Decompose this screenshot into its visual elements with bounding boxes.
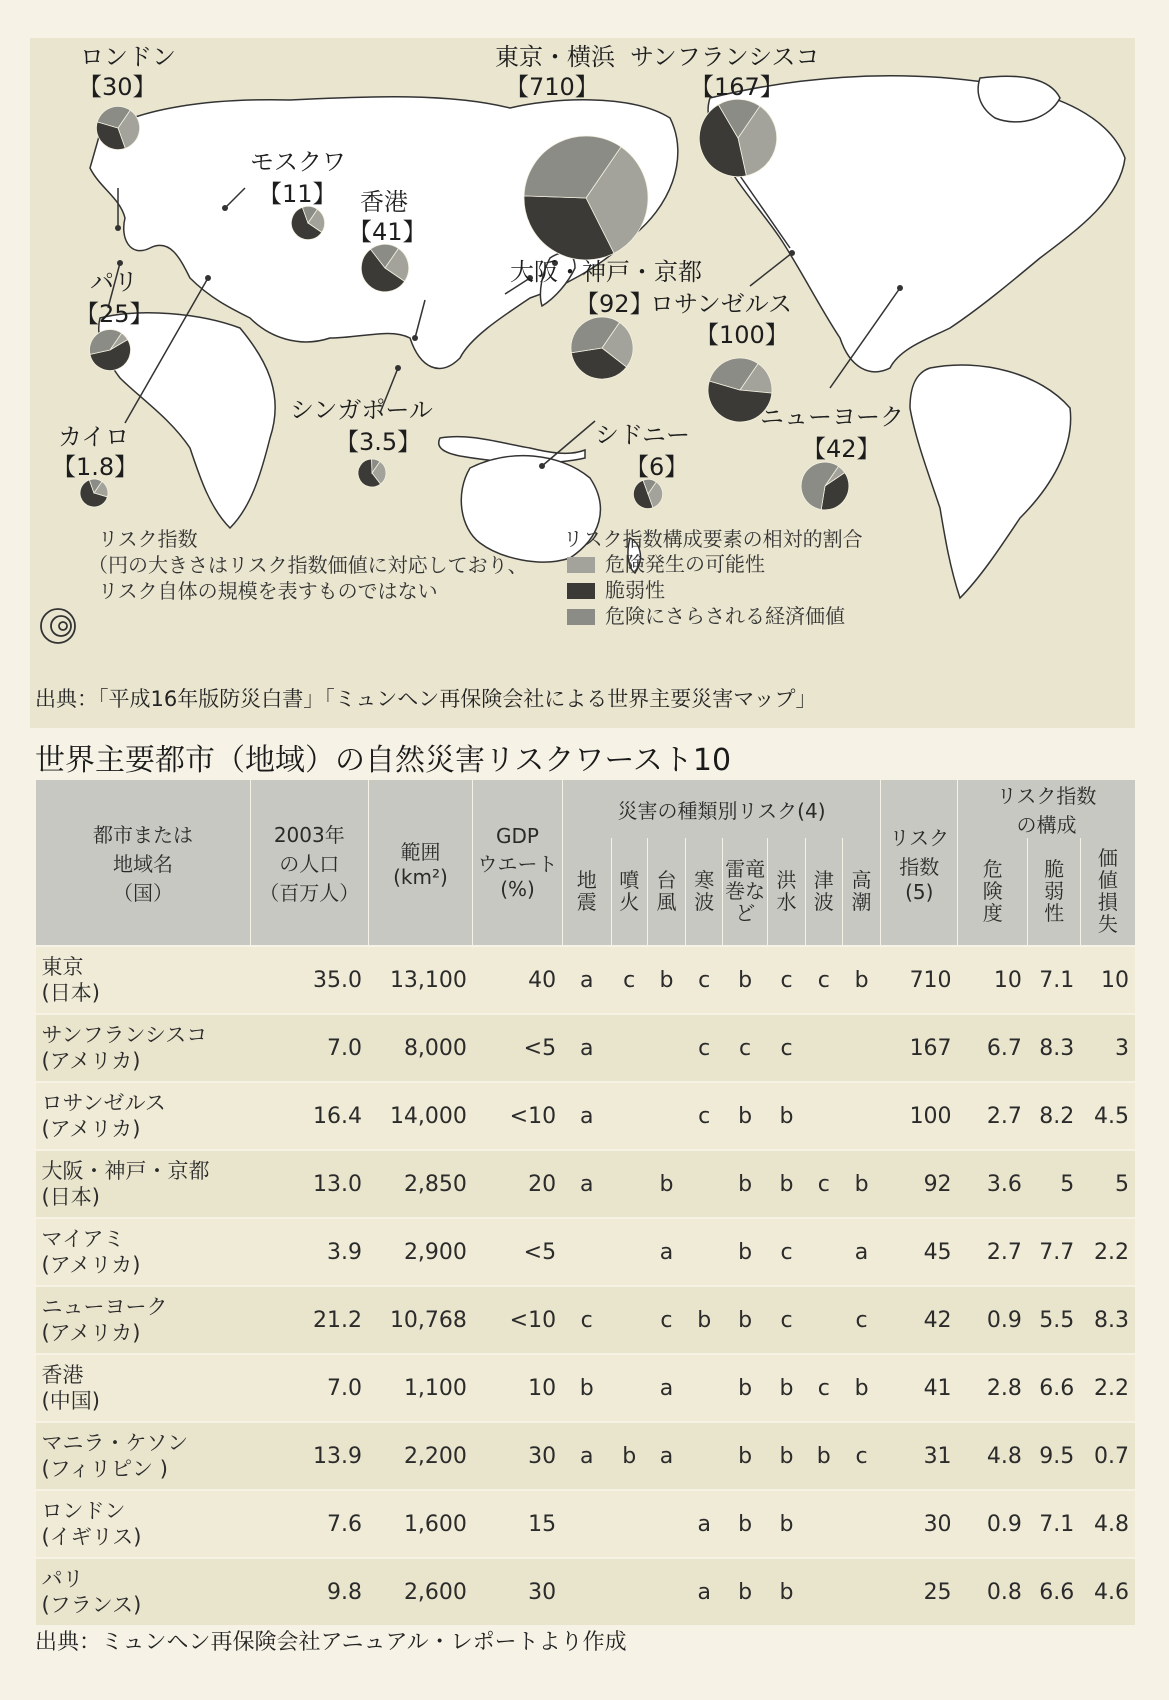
cell-area: 1,100 bbox=[368, 1354, 473, 1422]
header-hazard-typhoon: 台風 bbox=[647, 838, 686, 946]
cell-hazard-grade bbox=[611, 1286, 647, 1354]
cell-hazard-grade bbox=[562, 1558, 611, 1625]
cell-hazard-grade: b bbox=[723, 1558, 768, 1625]
cell-hazard-grade bbox=[611, 1218, 647, 1286]
label-ny-index: 【42】 bbox=[802, 435, 881, 463]
cell-gdp: <10 bbox=[473, 1082, 562, 1150]
leader-la bbox=[750, 253, 792, 286]
dot-paris bbox=[117, 260, 123, 266]
cell-hazard-grade: c bbox=[842, 1286, 881, 1354]
risk-map bbox=[30, 38, 1135, 728]
cell-population: 7.0 bbox=[251, 1014, 368, 1082]
cell-hazard-grade bbox=[562, 1218, 611, 1286]
cell-gdp: <5 bbox=[473, 1218, 562, 1286]
legend-label-exposure: 危険にさらされる経済価値 bbox=[605, 604, 845, 628]
header-area: 範囲 (km²) bbox=[368, 780, 473, 946]
dot-sydney bbox=[539, 463, 545, 469]
cell-hazard-grade: b bbox=[723, 1218, 768, 1286]
city-name: ロサンゼルス bbox=[41, 1091, 166, 1115]
cell-hazard-grade: b bbox=[768, 1082, 806, 1150]
label-hongkong-index: 【41】 bbox=[348, 218, 427, 246]
land-south-america bbox=[910, 365, 1071, 598]
header-hazard-earthquake: 地震 bbox=[562, 838, 611, 946]
table-source-note: 出典：ミュンヘン再保険会社アニュアル・レポートより作成 bbox=[35, 1630, 627, 1655]
cell-city bbox=[36, 1082, 251, 1150]
header-hazard-coldwave: 寒波 bbox=[686, 838, 723, 946]
cell-gdp: 30 bbox=[473, 1558, 562, 1625]
cell-city bbox=[36, 1558, 251, 1625]
cell-hazard-grade bbox=[647, 1082, 686, 1150]
cell-hazard-grade bbox=[842, 1082, 881, 1150]
cell-gdp: 15 bbox=[473, 1490, 562, 1558]
legend-label-hazard: 危険発生の可能性 bbox=[605, 552, 765, 576]
city-name: マニラ・ケソン bbox=[41, 1431, 189, 1455]
cell-population: 13.9 bbox=[251, 1422, 368, 1490]
cell-hazard-grade bbox=[686, 1422, 723, 1490]
cell-hazard-grade bbox=[686, 1150, 723, 1218]
cell-hazard-grade bbox=[562, 1490, 611, 1558]
cell-comp-hazard: 6.7 bbox=[958, 1014, 1028, 1082]
label-moscow-index: 【11】 bbox=[258, 180, 337, 208]
cell-hazard-grade bbox=[647, 1014, 686, 1082]
header-city: 都市または 地域名 （国） bbox=[36, 780, 251, 946]
cell-hazard-grade bbox=[686, 1354, 723, 1422]
city-country: (アメリカ) bbox=[41, 1253, 141, 1277]
city-name: 東京 bbox=[41, 955, 84, 979]
table-row bbox=[36, 1218, 1136, 1286]
city-name: サンフランシスコ bbox=[41, 1023, 208, 1047]
cell-hazard-grade: b bbox=[562, 1354, 611, 1422]
cell-hazard-grade: a bbox=[842, 1218, 881, 1286]
cell-hazard-grade bbox=[647, 1490, 686, 1558]
dot-cairo bbox=[205, 275, 211, 281]
cell-hazard-grade bbox=[842, 1014, 881, 1082]
cell-hazard-grade: c bbox=[686, 1014, 723, 1082]
cell-comp-hazard: 2.7 bbox=[958, 1082, 1028, 1150]
cell-comp-value: 5 bbox=[1080, 1150, 1135, 1218]
cell-city bbox=[36, 1014, 251, 1082]
table-row bbox=[36, 1082, 1136, 1150]
city-country: (アメリカ) bbox=[41, 1049, 141, 1073]
cell-hazard-grade: a bbox=[686, 1490, 723, 1558]
table-row bbox=[36, 1558, 1136, 1625]
cell-city bbox=[36, 946, 251, 1014]
cell-hazard-grade: c bbox=[842, 1422, 881, 1490]
cell-hazard-grade: b bbox=[768, 1558, 806, 1625]
legend-swatch-hazard bbox=[567, 557, 595, 573]
cell-hazard-grade: b bbox=[768, 1150, 806, 1218]
legend-swatch-vulnerability bbox=[567, 583, 595, 599]
city-name: マイアミ bbox=[41, 1227, 125, 1251]
cell-hazard-grade: b bbox=[768, 1422, 806, 1490]
cell-gdp: 30 bbox=[473, 1422, 562, 1490]
cell-risk-index: 100 bbox=[881, 1082, 958, 1150]
cell-hazard-grade bbox=[805, 1286, 842, 1354]
cell-comp-value: 2.2 bbox=[1080, 1218, 1135, 1286]
cell-area: 1,600 bbox=[368, 1490, 473, 1558]
cell-comp-vulnerability: 6.6 bbox=[1028, 1558, 1080, 1625]
cell-population: 13.0 bbox=[251, 1150, 368, 1218]
label-cairo-name: カイロ bbox=[58, 423, 130, 451]
city-country: (中国) bbox=[41, 1389, 100, 1413]
header-population: 2003年 の人口 （百万人） bbox=[251, 780, 368, 946]
table-row bbox=[36, 1490, 1136, 1558]
label-hongkong-name: 香港 bbox=[360, 188, 408, 216]
label-singapore-name: シンガポール bbox=[290, 396, 433, 424]
city-country: (アメリカ) bbox=[41, 1117, 141, 1141]
cell-comp-hazard: 0.9 bbox=[958, 1490, 1028, 1558]
cell-hazard-grade: a bbox=[562, 946, 611, 1014]
city-name: ロンドン bbox=[41, 1499, 126, 1523]
cell-gdp: <10 bbox=[473, 1286, 562, 1354]
cell-hazard-grade: c bbox=[686, 1082, 723, 1150]
cell-population: 7.0 bbox=[251, 1354, 368, 1422]
cell-hazard-grade bbox=[842, 1558, 881, 1625]
cell-hazard-grade bbox=[805, 1082, 842, 1150]
header-risk-index: リスク 指数 (5) bbox=[881, 780, 958, 946]
cell-hazard-grade bbox=[805, 1218, 842, 1286]
cell-area: 13,100 bbox=[368, 946, 473, 1014]
cell-gdp: 40 bbox=[473, 946, 562, 1014]
cell-population: 9.8 bbox=[251, 1558, 368, 1625]
legend-swatch-exposure bbox=[567, 609, 595, 625]
header-hazard-flood: 洪水 bbox=[768, 838, 806, 946]
cell-city bbox=[36, 1354, 251, 1422]
cell-city bbox=[36, 1490, 251, 1558]
cell-population: 3.9 bbox=[251, 1218, 368, 1286]
cell-hazard-grade bbox=[611, 1014, 647, 1082]
cell-hazard-grade: b bbox=[842, 946, 881, 1014]
cell-hazard-grade: a bbox=[562, 1014, 611, 1082]
header-gdp: GDP ウエート (%) bbox=[473, 780, 562, 946]
cell-hazard-grade: b bbox=[723, 1286, 768, 1354]
header-hazard-volcano: 噴火 bbox=[611, 838, 647, 946]
cell-area: 2,900 bbox=[368, 1218, 473, 1286]
cell-hazard-grade: b bbox=[723, 1150, 768, 1218]
risk-table bbox=[35, 780, 1135, 1625]
cell-hazard-grade: b bbox=[723, 946, 768, 1014]
label-london-name: ロンドン bbox=[80, 43, 176, 71]
cell-area: 2,600 bbox=[368, 1558, 473, 1625]
cell-hazard-grade: a bbox=[562, 1150, 611, 1218]
header-composition-group: リスク指数 の構成 bbox=[958, 780, 1135, 838]
cell-comp-value: 4.8 bbox=[1080, 1490, 1135, 1558]
label-la-index: 【100】 bbox=[695, 321, 789, 349]
cell-comp-vulnerability: 5.5 bbox=[1028, 1286, 1080, 1354]
label-paris-name: パリ bbox=[90, 268, 138, 296]
label-sf-index: 【167】 bbox=[690, 73, 784, 101]
cell-hazard-grade bbox=[611, 1490, 647, 1558]
cell-hazard-grade bbox=[805, 1558, 842, 1625]
cell-population: 16.4 bbox=[251, 1082, 368, 1150]
cell-risk-index: 31 bbox=[881, 1422, 958, 1490]
cell-city bbox=[36, 1422, 251, 1490]
cell-hazard-grade: c bbox=[805, 946, 842, 1014]
cell-hazard-grade: b bbox=[686, 1286, 723, 1354]
dot-moscow bbox=[222, 205, 228, 211]
city-country: (イギリス) bbox=[41, 1525, 142, 1549]
cell-risk-index: 710 bbox=[881, 946, 958, 1014]
cell-hazard-grade: c bbox=[611, 946, 647, 1014]
label-cairo-index: 【1.8】 bbox=[52, 453, 139, 481]
city-country: (フランス) bbox=[41, 1593, 142, 1617]
cell-risk-index: 92 bbox=[881, 1150, 958, 1218]
cell-population: 7.6 bbox=[251, 1490, 368, 1558]
cell-hazard-grade bbox=[611, 1558, 647, 1625]
cell-hazard-grade bbox=[611, 1150, 647, 1218]
dot-ny bbox=[897, 285, 903, 291]
legend-title: リスク指数 bbox=[98, 527, 198, 551]
cell-comp-vulnerability: 8.2 bbox=[1028, 1082, 1080, 1150]
cell-hazard-grade: b bbox=[842, 1354, 881, 1422]
cell-hazard-grade bbox=[647, 1558, 686, 1625]
cell-comp-hazard: 0.8 bbox=[958, 1558, 1028, 1625]
dot-hongkong bbox=[412, 335, 418, 341]
cell-hazard-grade: b bbox=[647, 1150, 686, 1218]
label-sf-name: サンフランシスコ bbox=[630, 43, 820, 71]
cell-gdp: 20 bbox=[473, 1150, 562, 1218]
cell-hazard-grade bbox=[686, 1218, 723, 1286]
cell-risk-index: 25 bbox=[881, 1558, 958, 1625]
table-body bbox=[36, 946, 1136, 1625]
risk-index-legend-icon bbox=[41, 609, 75, 643]
cell-risk-index: 45 bbox=[881, 1218, 958, 1286]
label-la-name: ロサンゼルス bbox=[650, 290, 793, 318]
label-tokyo-index: 【710】 bbox=[505, 73, 599, 101]
table-row bbox=[36, 1422, 1136, 1490]
cell-comp-hazard: 0.9 bbox=[958, 1286, 1028, 1354]
city-name: 香港 bbox=[41, 1363, 84, 1387]
cell-hazard-grade: b bbox=[768, 1354, 806, 1422]
city-name: 大阪・神戸・京都 bbox=[41, 1159, 210, 1183]
cell-hazard-grade: b bbox=[723, 1422, 768, 1490]
cell-risk-index: 30 bbox=[881, 1490, 958, 1558]
table-row bbox=[36, 946, 1136, 1014]
label-moscow-name: モスクワ bbox=[250, 148, 346, 176]
cell-hazard-grade: a bbox=[647, 1422, 686, 1490]
legend-note-1: （円の大きさはリスク指数価値に対応しており、 bbox=[88, 553, 528, 577]
cell-comp-vulnerability: 6.6 bbox=[1028, 1354, 1080, 1422]
label-tokyo-name: 東京・横浜 bbox=[495, 43, 615, 71]
cell-hazard-grade: c bbox=[647, 1286, 686, 1354]
cell-hazard-grade: a bbox=[562, 1422, 611, 1490]
dot-singapore bbox=[395, 365, 401, 371]
cell-area: 2,850 bbox=[368, 1150, 473, 1218]
table-title: 世界主要都市（地域）の自然災害リスクワースト10 bbox=[35, 743, 732, 778]
cell-city bbox=[36, 1218, 251, 1286]
cell-hazard-grade: c bbox=[805, 1354, 842, 1422]
cell-population: 21.2 bbox=[251, 1286, 368, 1354]
city-country: (フィリピン ) bbox=[41, 1457, 168, 1481]
label-osaka-name: 大阪・神戸・京都 bbox=[510, 258, 702, 286]
map-source-note: 出典：「平成16年版防災白書」「ミュンヘン再保険会社による世界主要災害マップ」 bbox=[35, 687, 817, 711]
cell-hazard-grade: b bbox=[805, 1422, 842, 1490]
cell-comp-hazard: 3.6 bbox=[958, 1150, 1028, 1218]
cell-comp-vulnerability: 7.1 bbox=[1028, 946, 1080, 1014]
city-name: パリ bbox=[41, 1567, 84, 1591]
cell-hazard-grade: b bbox=[842, 1150, 881, 1218]
cell-hazard-grade: a bbox=[686, 1558, 723, 1625]
cell-hazard-grade bbox=[805, 1490, 842, 1558]
label-paris-index: 【25】 bbox=[75, 300, 154, 328]
label-sydney-name: シドニー bbox=[595, 421, 691, 449]
city-country: (日本) bbox=[41, 1185, 100, 1209]
label-sydney-index: 【6】 bbox=[625, 453, 689, 481]
cell-comp-value: 10 bbox=[1080, 946, 1135, 1014]
cell-area: 14,000 bbox=[368, 1082, 473, 1150]
table-row bbox=[36, 1150, 1136, 1218]
cell-risk-index: 42 bbox=[881, 1286, 958, 1354]
cell-hazard-grade: b bbox=[723, 1082, 768, 1150]
dot-london bbox=[115, 225, 121, 231]
legend-components-title: リスク指数構成要素の相対的割合 bbox=[563, 527, 863, 551]
cell-area: 10,768 bbox=[368, 1286, 473, 1354]
cell-area: 2,200 bbox=[368, 1422, 473, 1490]
dot-la bbox=[789, 250, 795, 256]
cell-hazard-grade: a bbox=[647, 1218, 686, 1286]
cell-hazard-grade: a bbox=[562, 1082, 611, 1150]
cell-area: 8,000 bbox=[368, 1014, 473, 1082]
cell-gdp: 10 bbox=[473, 1354, 562, 1422]
cell-hazard-grade: b bbox=[723, 1354, 768, 1422]
cell-comp-value: 4.6 bbox=[1080, 1558, 1135, 1625]
cell-hazard-grade: a bbox=[647, 1354, 686, 1422]
cell-hazard-grade bbox=[611, 1082, 647, 1150]
header-hazard-storm: 雷竜巻など bbox=[723, 838, 768, 946]
cell-comp-value: 0.7 bbox=[1080, 1422, 1135, 1490]
cell-comp-vulnerability: 9.5 bbox=[1028, 1422, 1080, 1490]
cell-hazard-grade: b bbox=[768, 1490, 806, 1558]
cell-comp-hazard: 4.8 bbox=[958, 1422, 1028, 1490]
cell-city bbox=[36, 1286, 251, 1354]
cell-comp-hazard: 2.7 bbox=[958, 1218, 1028, 1286]
cell-comp-value: 3 bbox=[1080, 1014, 1135, 1082]
table-row bbox=[36, 1354, 1136, 1422]
city-country: (日本) bbox=[41, 981, 100, 1005]
cell-hazard-grade bbox=[842, 1490, 881, 1558]
legend-note-2: リスク自体の規模を表すものではない bbox=[98, 579, 438, 603]
cell-hazard-grade: c bbox=[768, 1286, 806, 1354]
header-comp-vulnerability: 脆弱性 bbox=[1028, 838, 1080, 946]
cell-hazard-grade bbox=[805, 1014, 842, 1082]
cell-hazard-grade: b bbox=[647, 946, 686, 1014]
header-hazard-surge: 高潮 bbox=[842, 838, 881, 946]
cell-city bbox=[36, 1150, 251, 1218]
label-ny-name: ニューヨーク bbox=[760, 403, 904, 431]
cell-hazard-grade: c bbox=[768, 1218, 806, 1286]
label-osaka-index: 【92】 bbox=[575, 290, 654, 318]
city-name: ニューヨーク bbox=[41, 1295, 168, 1319]
city-country: (アメリカ) bbox=[41, 1321, 141, 1345]
table-row bbox=[36, 1286, 1136, 1354]
cell-comp-vulnerability: 8.3 bbox=[1028, 1014, 1080, 1082]
header-hazard-group: 災害の種類別リスク(4) bbox=[562, 780, 881, 838]
cell-comp-value: 8.3 bbox=[1080, 1286, 1135, 1354]
cell-comp-value: 4.5 bbox=[1080, 1082, 1135, 1150]
legend-label-vulnerability: 脆弱性 bbox=[605, 578, 665, 602]
header-comp-hazard: 危険度 bbox=[958, 838, 1028, 946]
cell-risk-index: 41 bbox=[881, 1354, 958, 1422]
cell-hazard-grade: c bbox=[805, 1150, 842, 1218]
cell-population: 35.0 bbox=[251, 946, 368, 1014]
cell-comp-vulnerability: 5 bbox=[1028, 1150, 1080, 1218]
cell-comp-hazard: 10 bbox=[958, 946, 1028, 1014]
cell-hazard-grade: c bbox=[768, 946, 806, 1014]
cell-hazard-grade: c bbox=[723, 1014, 768, 1082]
cell-hazard-grade: b bbox=[723, 1490, 768, 1558]
header-comp-value: 価値損失 bbox=[1080, 838, 1135, 946]
cell-hazard-grade: b bbox=[611, 1422, 647, 1490]
table-row bbox=[36, 1014, 1136, 1082]
cell-hazard-grade: c bbox=[562, 1286, 611, 1354]
cell-comp-vulnerability: 7.1 bbox=[1028, 1490, 1080, 1558]
cell-comp-value: 2.2 bbox=[1080, 1354, 1135, 1422]
cell-gdp: <5 bbox=[473, 1014, 562, 1082]
cell-comp-vulnerability: 7.7 bbox=[1028, 1218, 1080, 1286]
cell-hazard-grade: c bbox=[686, 946, 723, 1014]
label-singapore-index: 【3.5】 bbox=[335, 428, 422, 456]
cell-comp-hazard: 2.8 bbox=[958, 1354, 1028, 1422]
cell-risk-index: 167 bbox=[881, 1014, 958, 1082]
label-london-index: 【30】 bbox=[78, 73, 157, 101]
cell-hazard-grade: c bbox=[768, 1014, 806, 1082]
cell-hazard-grade bbox=[611, 1354, 647, 1422]
header-hazard-tsunami: 津波 bbox=[805, 838, 842, 946]
